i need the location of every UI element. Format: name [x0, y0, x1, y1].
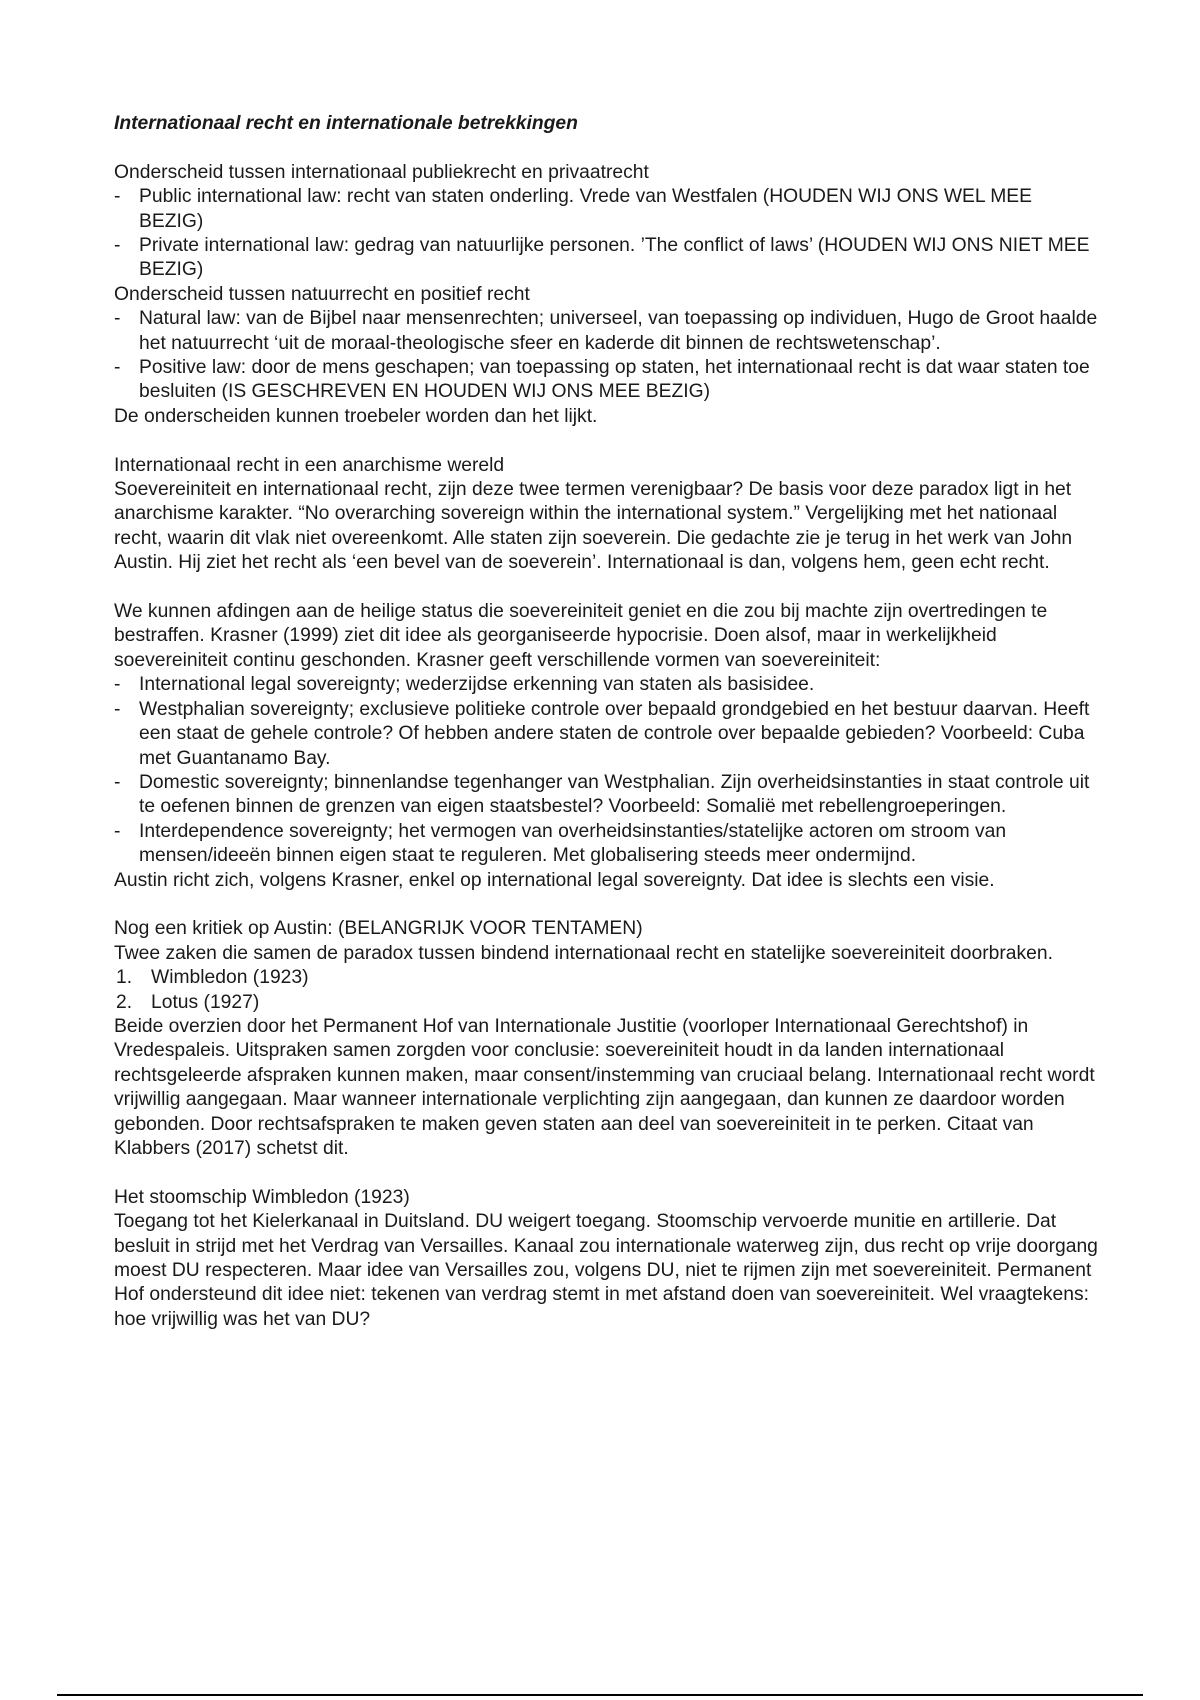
numbered-item-text: Lotus (1927) — [151, 991, 260, 1013]
dash-marker: - — [114, 674, 121, 696]
number-marker: 2. — [116, 991, 133, 1013]
list-item — [114, 356, 1099, 405]
section-heading-critique: Nog een kritiek op Austin: (BELANGRIJK VOOR TENTAMEN) — [114, 918, 643, 940]
dash-marker: - — [114, 357, 121, 379]
dash-marker: - — [114, 698, 121, 720]
document-page — [114, 112, 1099, 1332]
dash-marker: - — [114, 186, 121, 208]
section-heading-anarchy: Internationaal recht in een anarchisme wereld — [114, 454, 505, 476]
numbered-item — [114, 966, 1099, 990]
paragraph: Beide overzien door het Permanent Hof van Internationale Justitie (voorloper Internationaal Gerechtshof) in Vredespaleis. Uitspraken samen zorgden voor conclusie: soevereiniteit houdt in da landen internationaal rechtsgeleerde afspraken kunnen maken, maar consent/instemming van cruciaal belang. Internationaal recht wordt vrijwillig aangegaan. Maar wanneer internationale verplichting zijn aangegaan, dan kunnen ze daardoor worden gebonden. Door rechtsafspraken te maken geven staten aan deel van soevereiniteit in te perken. Citaat van Klabbers (2017) schetst dit. — [114, 1015, 1095, 1159]
spacer — [114, 429, 1099, 453]
dash-marker: - — [114, 820, 121, 842]
paragraph: Toegang tot het Kielerkanaal in Duitsland. DU weigert toegang. Stoomschip vervoerde munitie en artillerie. Dat besluit in strijd met het Verdrag van Versailles. Kanaal zou internationale waterweg zijn, dus recht op vrije doorgang moest DU respecteren. Maar idee van Versailles zou, volgens DU, niet te rijmen zijn met soevereiniteit. Permanent Hof ondersteund dit idee niet: tekenen van verdrag stemt in met afstand doen van soevereiniteit. Wel vraagtekens: hoe vrijwillig was het van DU? — [114, 1211, 1098, 1330]
list-item-text: Interdependence sovereignty; het vermogen van overheidsinstanties/statelijke actoren om stroom van mensen/ideeën binnen eigen staat te reguleren. Met globalisering steeds meer ondermijnd. — [139, 820, 1007, 867]
list-item-text: Positive law: door de mens geschapen; van toepassing op staten, het internationaal recht is dat waar staten toe besluiten (IS GESCHREVEN EN HOUDEN WIJ ONS MEE BEZIG) — [139, 357, 1090, 403]
numbered-item-text: Wimbledon (1923) — [151, 967, 309, 989]
paragraph: We kunnen afdingen aan de heilige status die soevereiniteit geniet en die zou bij machte zijn overtredingen te bestraffen. Krasner (1999) ziet dit idee als georganiseerde hypocrisie. Doen alsof, maar in werkelijkheid soevereiniteit continu geschonden. Krasner geeft verschillende vormen van soevereiniteit: — [114, 601, 1048, 671]
footer-rule — [57, 1694, 1143, 1696]
list-item — [114, 698, 1099, 771]
spacer — [114, 576, 1099, 600]
dash-marker: - — [114, 771, 121, 793]
list-item-text: Private international law: gedrag van natuurlijke personen. ’The conflict of laws’ (HOUDEN WIJ ONS NIET MEE BEZIG) — [139, 235, 1090, 281]
list-item — [114, 673, 1099, 697]
spacer — [114, 893, 1099, 917]
section-heading-natural-positive: Onderscheid tussen natuurrecht en positief recht — [114, 283, 530, 305]
list-item — [114, 234, 1099, 283]
number-marker: 1. — [116, 967, 133, 989]
spacer — [114, 1161, 1099, 1185]
section-heading-public-private: Onderscheid tussen internationaal publiekrecht en privaatrecht — [114, 161, 649, 183]
list-item-text: Westphalian sovereignty; exclusieve politieke controle over bepaald grondgebied en het bestuur daarvan. Heeft een staat de gehele controle? Of hebben andere staten de controle over bepaalde gebieden? Voorbeeld: Cuba met Guantanamo Bay. — [139, 698, 1090, 769]
list-item-text: Public international law: recht van staten onderling. Vrede van Westfalen (HOUDEN WIJ ONS WEL MEE BEZIG) — [139, 186, 1033, 232]
paragraph: Soevereiniteit en internationaal recht, zijn deze twee termen verenigbaar? De basis voor deze paradox ligt in het anarchisme karakter. “No overarching sovereign within the international system.” Vergelijking met het nationaal recht, waarin dit vlak niet overeenkomt. Alle staten zijn soeverein. Die gedachte zie je terug in het werk van John Austin. Hij ziet het recht als ‘een bevel van de soeverein’. Internationaal is dan, volgens hem, geen echt recht. — [114, 479, 1073, 574]
numbered-item — [114, 991, 1099, 1015]
paragraph: Twee zaken die samen de paradox tussen bindend internationaal recht en statelijke soevereiniteit doorbraken. — [114, 942, 1053, 964]
list-item-text: Domestic sovereignty; binnenlandse tegenhanger van Westphalian. Zijn overheidsinstanties in staat controle uit te oefenen binnen de grenzen van eigen staatsbestel? Voorbeeld: Somalië met rebellengroeperingen. — [139, 771, 1090, 818]
list-item — [114, 771, 1099, 820]
list-item — [114, 820, 1099, 869]
list-item-text: International legal sovereignty; wederzijdse erkenning van staten als basisidee. — [139, 674, 815, 696]
document-title: Internationaal recht en internationale betrekkingen — [114, 113, 578, 134]
list-item — [114, 185, 1099, 234]
dash-marker: - — [114, 308, 121, 330]
list-item-text: Natural law: van de Bijbel naar mensenrechten; universeel, van toepassing op individuen, Hugo de Groot haalde het natuurrecht ‘uit de moraal-theologische sfeer en kaderde dit binnen de rechtswetenschap’. — [139, 308, 1098, 354]
dash-marker: - — [114, 235, 121, 257]
list-item — [114, 307, 1099, 356]
paragraph: De onderscheiden kunnen troebeler worden dan het lijkt. — [114, 405, 598, 427]
section-heading-wimbledon: Het stoomschip Wimbledon (1923) — [114, 1186, 410, 1208]
paragraph: Austin richt zich, volgens Krasner, enkel op international legal sovereignty. Dat idee is slechts een visie. — [114, 869, 995, 891]
